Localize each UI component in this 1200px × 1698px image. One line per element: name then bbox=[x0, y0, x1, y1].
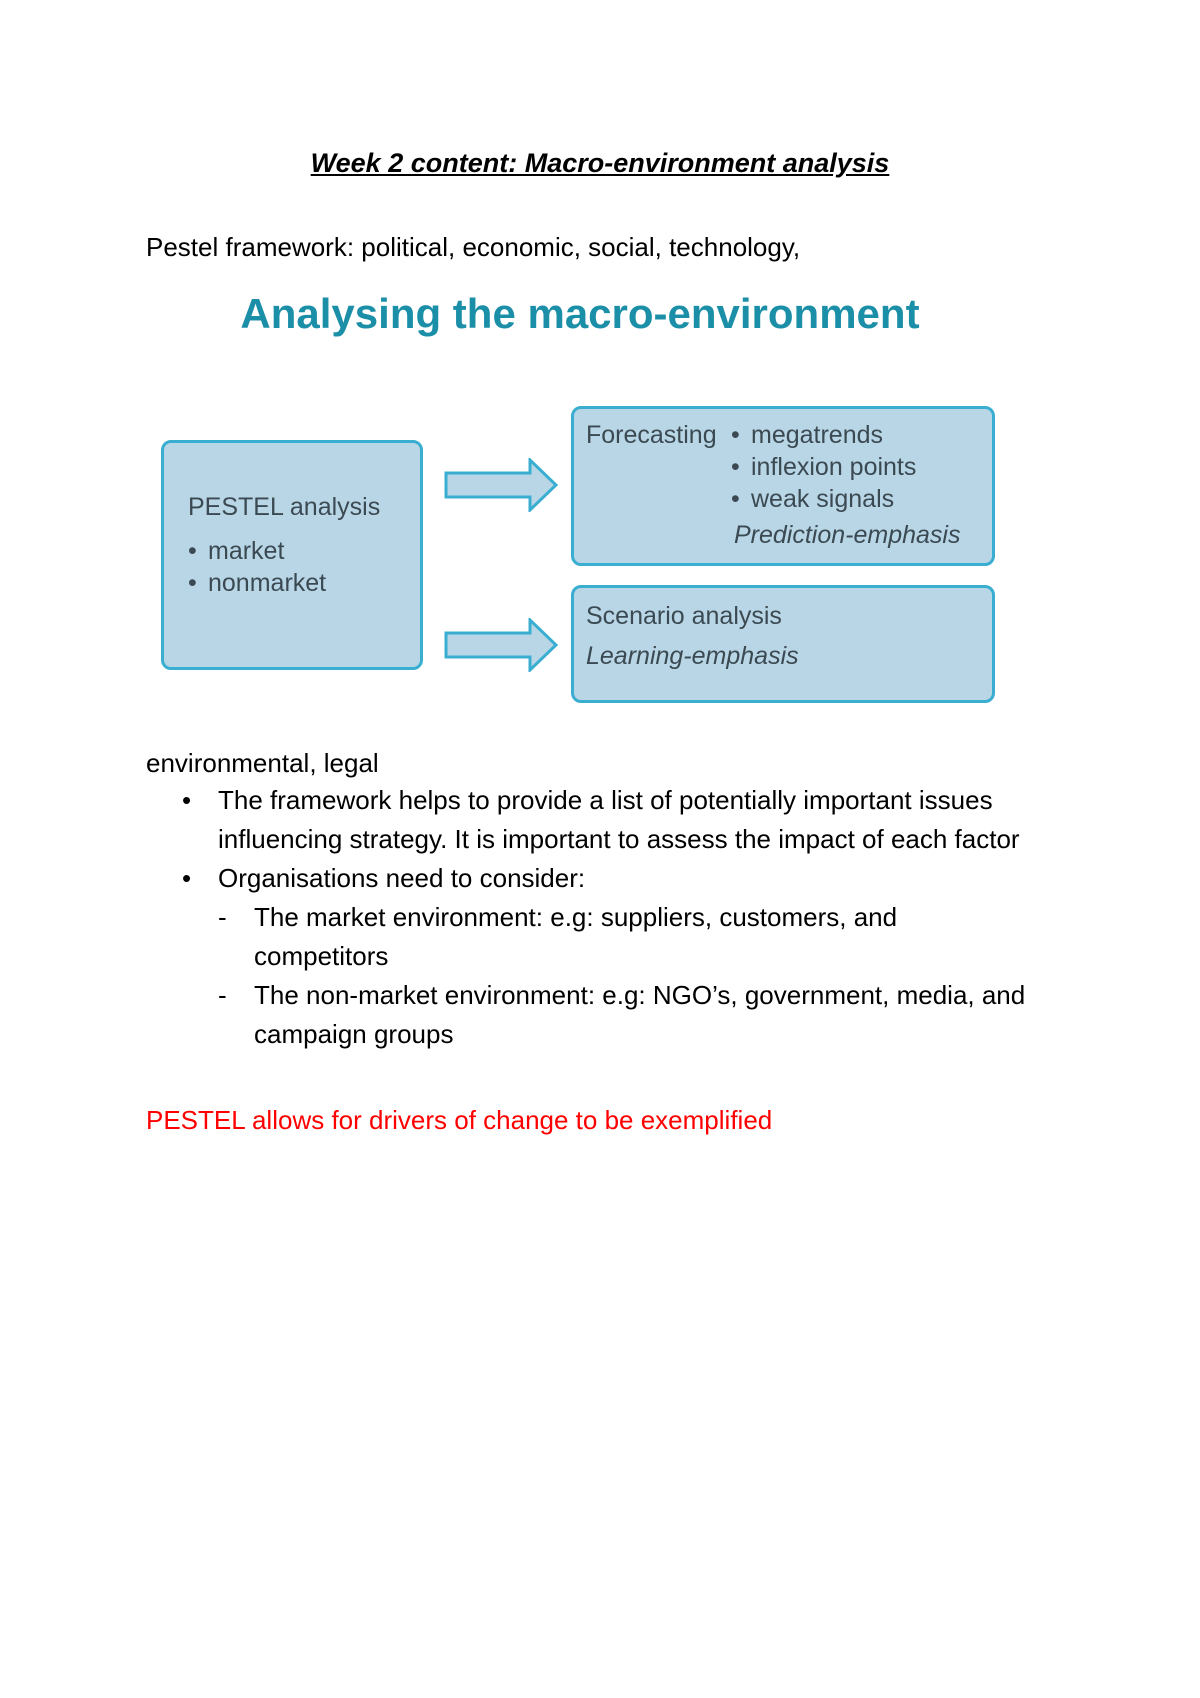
pestel-box-list bbox=[188, 535, 326, 599]
forecasting-box bbox=[571, 406, 995, 566]
bullet-icon: • bbox=[182, 863, 192, 893]
intro-line: Pestel framework: political, economic, social, technology, bbox=[146, 232, 801, 262]
forecasting-box-item: • megatrends bbox=[731, 419, 916, 451]
list-item-text: Organisations need to consider: bbox=[218, 863, 586, 893]
forecasting-box-emphasis: Prediction-emphasis bbox=[734, 521, 961, 549]
diagram-title: Analysing the macro-environment bbox=[240, 290, 920, 337]
sub-list-item-text: The non-market environment: e.g: NGO’s, government, media, and campaign groups bbox=[254, 980, 1026, 1049]
pestel-analysis-box bbox=[161, 440, 423, 670]
list-item bbox=[146, 781, 1116, 859]
forecasting-box-heading: Forecasting bbox=[586, 421, 717, 449]
dash-icon: - bbox=[218, 980, 227, 1010]
pestel-box-heading: PESTEL analysis bbox=[188, 493, 381, 521]
page-title: Week 2 content: Macro-environment analysis bbox=[310, 148, 890, 178]
list-item bbox=[146, 859, 1116, 1054]
forecasting-box-list bbox=[731, 419, 916, 515]
dash-icon: - bbox=[218, 902, 227, 932]
scenario-box-heading: Scenario analysis bbox=[586, 602, 782, 630]
bullet-list bbox=[146, 781, 1116, 1054]
pestel-box-item: • market bbox=[188, 535, 326, 567]
sub-list-item bbox=[218, 976, 1034, 1054]
highlight-note: PESTEL allows for drivers of change to be exemplified bbox=[146, 1105, 773, 1135]
sub-list bbox=[218, 898, 1116, 1054]
sub-list-item-text: The market environment: e.g: suppliers, customers, and competitors bbox=[254, 902, 898, 971]
list-item-text: The framework helps to provide a list of potentially important issues influencing strategy. It is important to assess the impact of each factor bbox=[218, 785, 1020, 854]
pestel-box-item: • nonmarket bbox=[188, 567, 326, 599]
intro-continuation: environmental, legal bbox=[146, 748, 379, 778]
sub-list-item bbox=[218, 898, 1034, 976]
arrow-right-icon bbox=[444, 458, 558, 512]
forecasting-box-item: • inflexion points bbox=[731, 451, 916, 483]
bullet-icon: • bbox=[182, 785, 192, 815]
forecasting-box-item: • weak signals bbox=[731, 483, 916, 515]
scenario-box-emphasis: Learning-emphasis bbox=[586, 642, 799, 670]
scenario-analysis-box bbox=[571, 585, 995, 703]
arrow-right-icon bbox=[444, 618, 558, 672]
